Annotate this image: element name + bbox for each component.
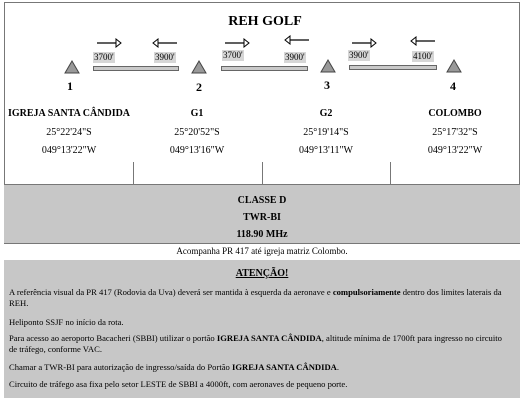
segment-3-east-altitude: 3900' — [349, 50, 369, 60]
arrow-west-icon — [152, 38, 178, 48]
segment-1-east-altitude: 3700' — [94, 52, 114, 62]
airspace-info-block — [4, 184, 520, 244]
text-run: Chamar a TWR-BI para autorização de ingresso/saída do Portão — [9, 362, 232, 372]
waypoint-longitude: 049°13'11"W — [299, 145, 353, 156]
segment-1-west-altitude: 3900' — [155, 52, 175, 62]
attention-paragraph — [9, 333, 509, 355]
waypoint-number: 3 — [324, 78, 330, 92]
segment-3-bar — [349, 65, 437, 70]
waypoint-triangle-icon — [320, 59, 336, 73]
arrow-east-icon — [351, 38, 377, 48]
route-title: REH GOLF — [228, 14, 302, 29]
arrow-west-icon — [410, 36, 436, 46]
segment-1-bar — [93, 66, 179, 71]
segment-2-east-altitude: 3700' — [223, 50, 243, 60]
waypoint-triangle-icon — [64, 60, 80, 74]
waypoint-longitude: 049°13'16"W — [169, 145, 225, 156]
segment-2-west-altitude: 3900' — [285, 52, 305, 62]
waypoint-name: G1 — [190, 108, 204, 119]
waypoint-number: 1 — [67, 79, 73, 93]
route-note: Acompanha PR 417 até igreja matriz Colombo. — [4, 243, 520, 261]
attention-block — [4, 260, 520, 398]
waypoint-latitude: 25°17'32"S — [432, 127, 478, 138]
text-run-bold: IGREJA SANTA CÂNDIDA — [231, 362, 337, 372]
waypoint-number: 2 — [196, 80, 202, 94]
waypoint-name: COLOMBO — [428, 108, 482, 119]
arrow-west-icon — [284, 35, 310, 45]
waypoint-triangle-icon — [191, 60, 207, 74]
waypoint-longitude: 049°13'22"W — [427, 145, 483, 156]
column-divider — [390, 162, 391, 184]
attention-paragraph — [9, 362, 509, 373]
arrow-east-icon — [96, 38, 122, 48]
attention-paragraph: Heliponto SSJF no início da rota. — [9, 317, 124, 327]
attention-paragraph — [9, 287, 509, 309]
airspace-class: CLASSE D — [237, 195, 287, 206]
attention-paragraph: Circuito de tráfego asa fixa pelo setor LESTE de SBBI a 4000ft, com aeronaves de pequeno porte. — [9, 379, 348, 389]
waypoint-number: 4 — [450, 79, 456, 93]
column-divider — [133, 162, 134, 184]
waypoint-name: IGREJA SANTA CÂNDIDA — [7, 108, 131, 119]
waypoint-latitude: 25°22'24"S — [46, 127, 92, 138]
text-run-bold: compulsoriamente — [332, 287, 401, 297]
waypoint-triangle-icon — [446, 59, 462, 73]
text-run: . — [336, 362, 340, 372]
segment-3-west-altitude: 4100' — [413, 51, 433, 61]
waypoint-latitude: 25°20'52"S — [174, 127, 220, 138]
waypoint-name: G2 — [319, 108, 333, 119]
attention-title: ATENÇÃO! — [235, 268, 289, 279]
segment-2-bar — [221, 66, 308, 71]
text-run: A referência visual da PR 417 (Rodovia da Uva) deverá ser mantida à esquerda da aeronave e — [9, 287, 333, 297]
text-run-bold: IGREJA SANTA CÂNDIDA — [216, 333, 322, 343]
waypoint-longitude: 049°13'22"W — [41, 145, 97, 156]
text-run: , altitude mínima de 1700ft para ingresso no circuito de tráfego, conforme VAC. — [9, 333, 502, 354]
atc-unit: TWR-BI — [243, 212, 281, 223]
atc-frequency: 118.90 MHz — [236, 229, 288, 240]
waypoint-latitude: 25°19'14"S — [303, 127, 349, 138]
text-run: dentro dos limites laterais da REH. — [9, 287, 502, 308]
text-run: Para acesso ao aeroporto Bacacheri (SBBI) utilizar o portão — [9, 333, 217, 343]
column-divider — [262, 162, 263, 184]
arrow-east-icon — [224, 38, 250, 48]
